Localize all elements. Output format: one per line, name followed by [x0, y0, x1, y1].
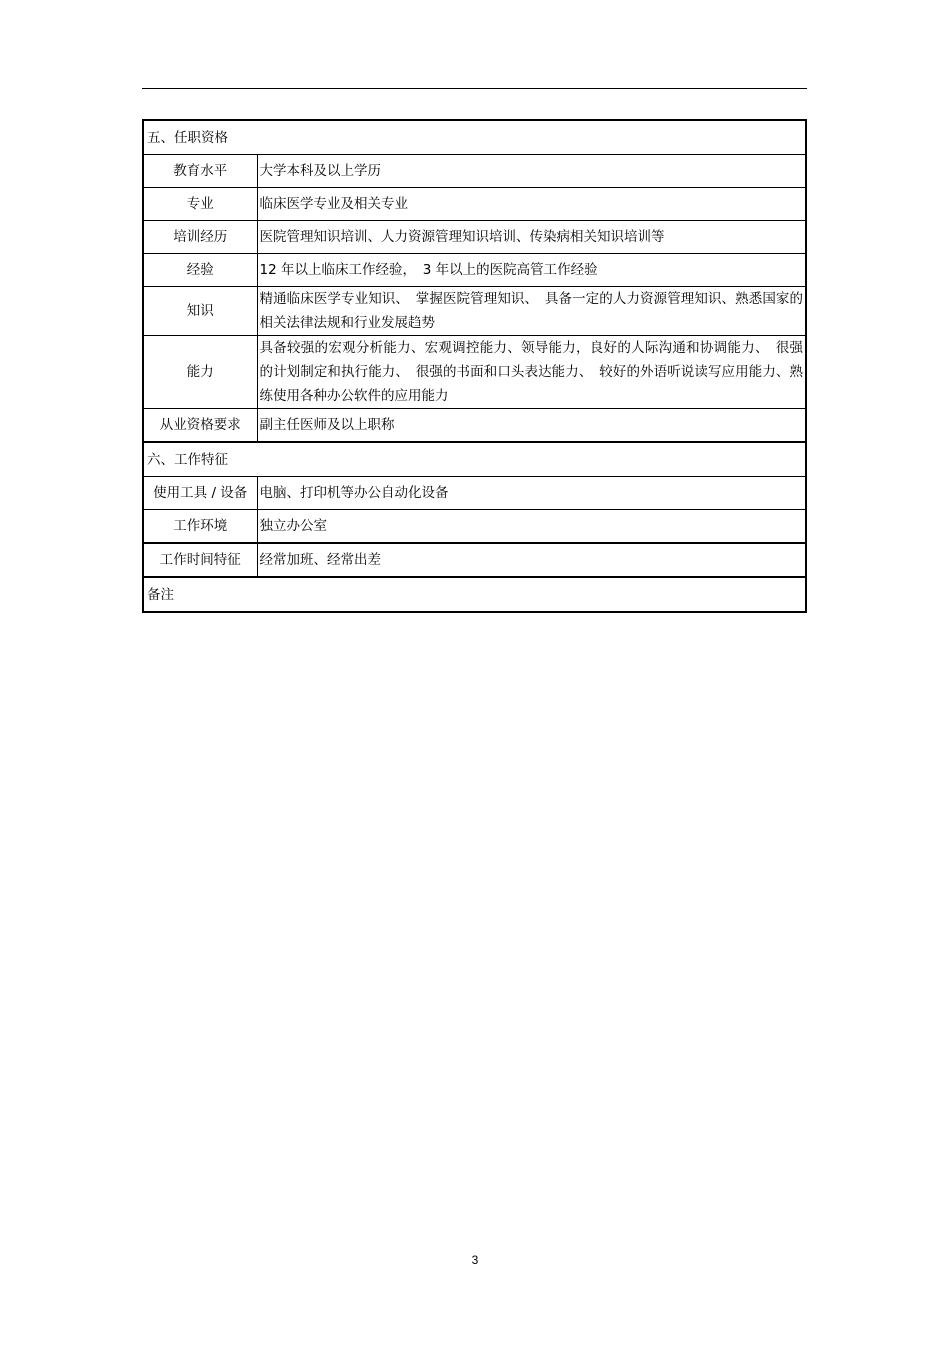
row-label-major: 专业	[143, 188, 257, 221]
row-value-ability: 具备较强的宏观分析能力、宏观调控能力、领导能力，良好的人际沟通和协调能力、 很强的计划制定和执行能力、 很强的书面和口头表达能力、 较好的外语听说读写应用能力、熟练使用各种办公软件的应用能力	[257, 336, 806, 409]
row-value-experience: 12 年以上临床工作经验， 3 年以上的医院高管工作经验	[257, 254, 806, 287]
table-row	[143, 510, 806, 544]
table-row	[143, 336, 806, 409]
table-row	[143, 477, 806, 510]
remarks-label: 备注	[143, 577, 806, 612]
header-rule	[142, 88, 807, 89]
table-row	[143, 409, 806, 443]
row-label-training: 培训经历	[143, 221, 257, 254]
row-value-training: 医院管理知识培训、人力资源管理知识培训、传染病相关知识培训等	[257, 221, 806, 254]
section-heading-row	[143, 442, 806, 477]
remarks-row	[143, 577, 806, 612]
row-value-major: 临床医学专业及相关专业	[257, 188, 806, 221]
row-label-environment: 工作环境	[143, 510, 257, 544]
row-label-ability: 能力	[143, 336, 257, 409]
table-row	[143, 543, 806, 577]
table-row	[143, 254, 806, 287]
table-row	[143, 221, 806, 254]
row-label-work-hours: 工作时间特征	[143, 543, 257, 577]
row-value-knowledge: 精通临床医学专业知识、 掌握医院管理知识、 具备一定的人力资源管理知识、熟悉国家的相关法律法规和行业发展趋势	[257, 287, 806, 336]
row-value-certification: 副主任医师及以上职称	[257, 409, 806, 443]
row-label-knowledge: 知识	[143, 287, 257, 336]
row-value-education: 大学本科及以上学历	[257, 155, 806, 188]
row-label-experience: 经验	[143, 254, 257, 287]
row-label-certification: 从业资格要求	[143, 409, 257, 443]
row-value-tools: 电脑、打印机等办公自动化设备	[257, 477, 806, 510]
section-heading-row	[143, 120, 806, 155]
row-value-environment: 独立办公室	[257, 510, 806, 544]
table-row	[143, 155, 806, 188]
section-title-work-characteristics: 六、工作特征	[143, 442, 806, 477]
job-qualification-table	[142, 119, 807, 613]
row-label-education: 教育水平	[143, 155, 257, 188]
row-label-tools: 使用工具 / 设备	[143, 477, 257, 510]
table-row	[143, 287, 806, 336]
page-number: 3	[471, 1253, 479, 1267]
row-value-work-hours: 经常加班、经常出差	[257, 543, 806, 577]
table-row	[143, 188, 806, 221]
section-title-qualifications: 五、任职资格	[143, 120, 806, 155]
